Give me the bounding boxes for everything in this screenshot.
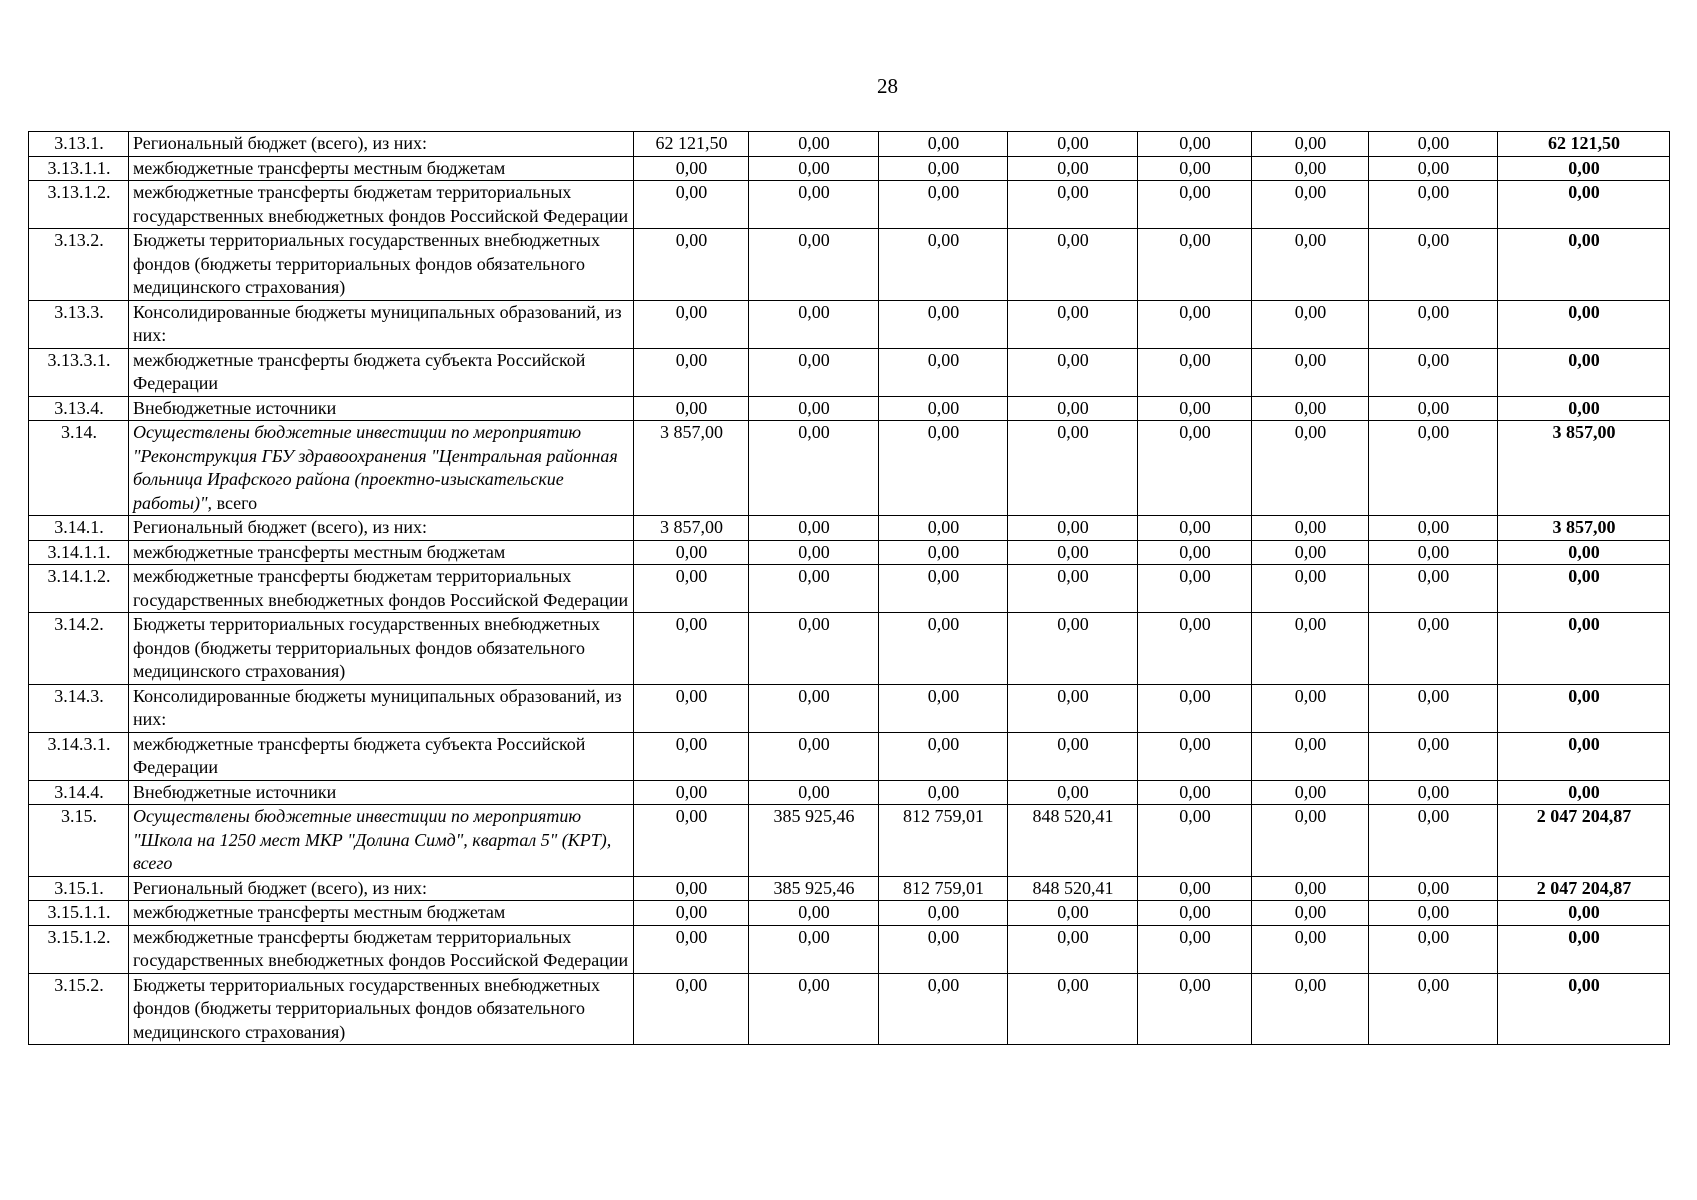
row-number: 3.14.1.2. xyxy=(29,565,129,613)
row-number: 3.14.1.1. xyxy=(29,540,129,565)
row-name xyxy=(129,613,634,685)
value-cell: 0,00 xyxy=(749,300,879,348)
value-cell: 0,00 xyxy=(1369,613,1498,685)
row-number: 3.14. xyxy=(29,421,129,516)
value-cell: 0,00 xyxy=(749,229,879,301)
value-cell: 0,00 xyxy=(1252,565,1369,613)
value-cell: 0,00 xyxy=(1008,540,1138,565)
value-cell: 0,00 xyxy=(634,181,749,229)
value-cell: 0,00 xyxy=(1138,925,1252,973)
value-cell: 0,00 xyxy=(749,516,879,541)
value-cell: 0,00 xyxy=(1369,229,1498,301)
value-cell: 0,00 xyxy=(749,396,879,421)
value-cell: 0,00 xyxy=(1252,348,1369,396)
value-cell: 0,00 xyxy=(1008,156,1138,181)
value-cell: 0,00 xyxy=(879,684,1008,732)
value-cell: 3 857,00 xyxy=(634,421,749,516)
row-name-text: межбюджетные трансферты местным бюджетам xyxy=(133,902,506,922)
value-cell: 62 121,50 xyxy=(634,132,749,157)
row-name xyxy=(129,805,634,877)
table-row xyxy=(29,396,1670,421)
row-name xyxy=(129,156,634,181)
value-cell: 0,00 xyxy=(1252,181,1369,229)
table-row xyxy=(29,925,1670,973)
table-row xyxy=(29,973,1670,1045)
value-cell: 0,00 xyxy=(749,901,879,926)
value-cell: 0,00 xyxy=(634,876,749,901)
value-cell: 0,00 xyxy=(1252,229,1369,301)
row-name xyxy=(129,300,634,348)
row-name xyxy=(129,229,634,301)
value-cell: 0,00 xyxy=(1252,805,1369,877)
page-number: 28 xyxy=(877,74,898,98)
value-cell: 0,00 xyxy=(1369,181,1498,229)
value-cell: 0,00 xyxy=(1369,732,1498,780)
total-cell: 0,00 xyxy=(1498,684,1670,732)
value-cell: 0,00 xyxy=(879,540,1008,565)
row-name xyxy=(129,973,634,1045)
value-cell: 0,00 xyxy=(634,156,749,181)
value-cell: 0,00 xyxy=(1008,300,1138,348)
value-cell: 0,00 xyxy=(1138,973,1252,1045)
value-cell: 0,00 xyxy=(1008,780,1138,805)
value-cell: 0,00 xyxy=(1138,156,1252,181)
value-cell: 0,00 xyxy=(879,613,1008,685)
value-cell: 0,00 xyxy=(1138,181,1252,229)
value-cell: 0,00 xyxy=(1369,300,1498,348)
value-cell: 0,00 xyxy=(1369,925,1498,973)
total-cell: 0,00 xyxy=(1498,732,1670,780)
total-cell: 2 047 204,87 xyxy=(1498,805,1670,877)
value-cell: 0,00 xyxy=(879,132,1008,157)
row-name-text: межбюджетные трансферты бюджетам территориальных государственных внебюджетных фондов Российской Федерации xyxy=(133,566,629,610)
row-name-text: Внебюджетные источники xyxy=(133,781,337,802)
row-number: 3.14.3. xyxy=(29,684,129,732)
total-cell: 0,00 xyxy=(1498,780,1670,805)
value-cell: 812 759,01 xyxy=(879,805,1008,877)
value-cell: 0,00 xyxy=(879,780,1008,805)
table-body xyxy=(29,132,1670,1045)
value-cell: 0,00 xyxy=(749,780,879,805)
value-cell: 0,00 xyxy=(1252,925,1369,973)
value-cell: 0,00 xyxy=(1369,684,1498,732)
value-cell: 0,00 xyxy=(634,540,749,565)
row-name xyxy=(129,925,634,973)
value-cell: 0,00 xyxy=(1252,876,1369,901)
row-number: 3.14.4. xyxy=(29,780,129,805)
row-name xyxy=(129,901,634,926)
row-number: 3.15.1.1. xyxy=(29,901,129,926)
value-cell: 848 520,41 xyxy=(1008,876,1138,901)
value-cell: 0,00 xyxy=(879,925,1008,973)
budget-table xyxy=(28,131,1670,1045)
value-cell: 0,00 xyxy=(1138,516,1252,541)
value-cell: 0,00 xyxy=(634,684,749,732)
value-cell: 0,00 xyxy=(1369,156,1498,181)
table-row xyxy=(29,565,1670,613)
value-cell: 848 520,41 xyxy=(1008,805,1138,877)
value-cell: 0,00 xyxy=(1008,396,1138,421)
row-number: 3.15.1.2. xyxy=(29,925,129,973)
value-cell: 0,00 xyxy=(879,421,1008,516)
value-cell: 0,00 xyxy=(1252,516,1369,541)
value-cell: 3 857,00 xyxy=(634,516,749,541)
value-cell: 0,00 xyxy=(1008,181,1138,229)
value-cell: 0,00 xyxy=(749,973,879,1045)
total-cell: 0,00 xyxy=(1498,181,1670,229)
value-cell: 0,00 xyxy=(1369,876,1498,901)
table-row xyxy=(29,516,1670,541)
row-name-text: Осуществлены бюджетные инвестиции по мероприятию "Реконструкция ГБУ здравоохранения "Центральная районная больница Ирафского района (проектно-изыскательские работы)", xyxy=(133,422,618,513)
row-number: 3.15.1. xyxy=(29,876,129,901)
value-cell: 0,00 xyxy=(1252,684,1369,732)
value-cell: 0,00 xyxy=(1369,396,1498,421)
row-name-text: Консолидированные бюджеты муниципальных образований, из них: xyxy=(133,301,622,345)
row-name-text: Консолидированные бюджеты муниципальных образований, из них: xyxy=(133,685,622,729)
value-cell: 0,00 xyxy=(749,565,879,613)
value-cell: 0,00 xyxy=(1252,132,1369,157)
row-number: 3.15.2. xyxy=(29,973,129,1045)
value-cell: 0,00 xyxy=(1369,516,1498,541)
row-name-text: межбюджетные трансферты бюджета субъекта Российской Федерации xyxy=(133,733,586,777)
total-cell: 3 857,00 xyxy=(1498,516,1670,541)
value-cell: 0,00 xyxy=(1008,132,1138,157)
row-number: 3.13.1.2. xyxy=(29,181,129,229)
total-cell: 0,00 xyxy=(1498,925,1670,973)
value-cell: 0,00 xyxy=(1252,300,1369,348)
value-cell: 0,00 xyxy=(1008,421,1138,516)
total-cell: 2 047 204,87 xyxy=(1498,876,1670,901)
table-row xyxy=(29,780,1670,805)
value-cell: 0,00 xyxy=(1369,421,1498,516)
row-name-text: Региональный бюджет (всего), из них: xyxy=(133,517,428,537)
value-cell: 0,00 xyxy=(1252,732,1369,780)
row-name-text: Бюджеты территориальных государственных внебюджетных фондов (бюджеты территориальных фондов обязательного медицинского страхования) xyxy=(133,230,600,297)
value-cell: 0,00 xyxy=(749,540,879,565)
value-cell: 0,00 xyxy=(1138,732,1252,780)
value-cell: 0,00 xyxy=(1008,516,1138,541)
total-cell: 0,00 xyxy=(1498,156,1670,181)
value-cell: 0,00 xyxy=(1008,901,1138,926)
value-cell: 0,00 xyxy=(634,613,749,685)
value-cell: 0,00 xyxy=(1138,132,1252,157)
value-cell: 0,00 xyxy=(1138,229,1252,301)
value-cell: 0,00 xyxy=(1369,348,1498,396)
row-name xyxy=(129,780,634,805)
value-cell: 0,00 xyxy=(1138,613,1252,685)
value-cell: 0,00 xyxy=(749,684,879,732)
value-cell: 0,00 xyxy=(1138,805,1252,877)
row-number: 3.13.2. xyxy=(29,229,129,301)
value-cell: 0,00 xyxy=(634,565,749,613)
value-cell: 0,00 xyxy=(749,348,879,396)
row-number: 3.13.1.1. xyxy=(29,156,129,181)
value-cell: 0,00 xyxy=(879,181,1008,229)
total-cell: 0,00 xyxy=(1498,396,1670,421)
value-cell: 0,00 xyxy=(1138,901,1252,926)
row-number: 3.15. xyxy=(29,805,129,877)
value-cell: 0,00 xyxy=(1369,973,1498,1045)
value-cell: 0,00 xyxy=(879,901,1008,926)
value-cell: 0,00 xyxy=(879,565,1008,613)
row-name xyxy=(129,132,634,157)
value-cell: 0,00 xyxy=(749,925,879,973)
row-name-text: межбюджетные трансферты бюджета субъекта Российской Федерации xyxy=(133,349,586,393)
value-cell: 0,00 xyxy=(1008,613,1138,685)
table-row xyxy=(29,421,1670,516)
row-name-tail: всего xyxy=(212,492,258,513)
value-cell: 0,00 xyxy=(879,973,1008,1045)
value-cell: 0,00 xyxy=(1008,348,1138,396)
row-name xyxy=(129,396,634,421)
value-cell: 385 925,46 xyxy=(749,805,879,877)
total-cell: 0,00 xyxy=(1498,565,1670,613)
value-cell: 0,00 xyxy=(634,732,749,780)
row-number: 3.13.3.1. xyxy=(29,348,129,396)
value-cell: 0,00 xyxy=(1008,973,1138,1045)
value-cell: 385 925,46 xyxy=(749,876,879,901)
value-cell: 0,00 xyxy=(1138,540,1252,565)
total-cell: 0,00 xyxy=(1498,300,1670,348)
value-cell: 0,00 xyxy=(749,732,879,780)
total-cell: 0,00 xyxy=(1498,613,1670,685)
value-cell: 0,00 xyxy=(1008,565,1138,613)
value-cell: 0,00 xyxy=(879,516,1008,541)
value-cell: 0,00 xyxy=(749,181,879,229)
table-row xyxy=(29,732,1670,780)
row-name-text: Осуществлены бюджетные инвестиции по мероприятию "Школа на 1250 мест МКР "Долина Симд", квартал 5" (КРТ), всего xyxy=(133,806,612,873)
table-row xyxy=(29,876,1670,901)
table-row xyxy=(29,684,1670,732)
value-cell: 0,00 xyxy=(1369,565,1498,613)
row-number: 3.13.3. xyxy=(29,300,129,348)
value-cell: 0,00 xyxy=(749,613,879,685)
table-row xyxy=(29,181,1670,229)
value-cell: 0,00 xyxy=(1138,348,1252,396)
value-cell: 0,00 xyxy=(879,156,1008,181)
value-cell: 0,00 xyxy=(1252,156,1369,181)
row-name-text: Бюджеты территориальных государственных внебюджетных фондов (бюджеты территориальных фондов обязательного медицинского страхования) xyxy=(133,614,600,681)
value-cell: 0,00 xyxy=(634,805,749,877)
value-cell: 0,00 xyxy=(749,132,879,157)
value-cell: 0,00 xyxy=(1369,901,1498,926)
value-cell: 0,00 xyxy=(634,901,749,926)
value-cell: 0,00 xyxy=(634,229,749,301)
value-cell: 0,00 xyxy=(1252,540,1369,565)
row-name-text: Региональный бюджет (всего), из них: xyxy=(133,877,428,898)
value-cell: 0,00 xyxy=(1138,684,1252,732)
value-cell: 0,00 xyxy=(634,973,749,1045)
value-cell: 0,00 xyxy=(749,421,879,516)
row-name xyxy=(129,565,634,613)
row-name xyxy=(129,876,634,901)
row-name-text: межбюджетные трансферты бюджетам территориальных государственных внебюджетных фондов Российской Федерации xyxy=(133,926,629,970)
value-cell: 0,00 xyxy=(634,348,749,396)
value-cell: 0,00 xyxy=(634,300,749,348)
value-cell: 0,00 xyxy=(1369,805,1498,877)
value-cell: 0,00 xyxy=(879,732,1008,780)
row-name xyxy=(129,348,634,396)
value-cell: 0,00 xyxy=(1138,565,1252,613)
value-cell: 0,00 xyxy=(879,300,1008,348)
table-row xyxy=(29,540,1670,565)
value-cell: 0,00 xyxy=(879,348,1008,396)
total-cell: 0,00 xyxy=(1498,229,1670,301)
value-cell: 0,00 xyxy=(1252,421,1369,516)
value-cell: 0,00 xyxy=(1008,925,1138,973)
total-cell: 0,00 xyxy=(1498,540,1670,565)
value-cell: 0,00 xyxy=(1369,540,1498,565)
value-cell: 0,00 xyxy=(1252,973,1369,1045)
table-row xyxy=(29,156,1670,181)
value-cell: 0,00 xyxy=(1369,132,1498,157)
value-cell: 0,00 xyxy=(1008,229,1138,301)
value-cell: 0,00 xyxy=(1252,780,1369,805)
row-number: 3.14.1. xyxy=(29,516,129,541)
row-name xyxy=(129,516,634,541)
row-name-text: Внебюджетные источники xyxy=(133,397,337,418)
value-cell: 0,00 xyxy=(634,396,749,421)
total-cell: 62 121,50 xyxy=(1498,132,1670,157)
row-name-text: межбюджетные трансферты местным бюджетам xyxy=(133,541,506,562)
row-number: 3.14.2. xyxy=(29,613,129,685)
row-name xyxy=(129,540,634,565)
value-cell: 812 759,01 xyxy=(879,876,1008,901)
row-name xyxy=(129,181,634,229)
total-cell: 3 857,00 xyxy=(1498,421,1670,516)
total-cell: 0,00 xyxy=(1498,348,1670,396)
total-cell: 0,00 xyxy=(1498,973,1670,1045)
row-name xyxy=(129,684,634,732)
value-cell: 0,00 xyxy=(1252,396,1369,421)
value-cell: 0,00 xyxy=(749,156,879,181)
value-cell: 0,00 xyxy=(634,780,749,805)
table-row xyxy=(29,132,1670,157)
value-cell: 0,00 xyxy=(1252,901,1369,926)
value-cell: 0,00 xyxy=(1008,684,1138,732)
value-cell: 0,00 xyxy=(879,396,1008,421)
value-cell: 0,00 xyxy=(879,229,1008,301)
table-row xyxy=(29,613,1670,685)
table-row xyxy=(29,300,1670,348)
value-cell: 0,00 xyxy=(1138,300,1252,348)
value-cell: 0,00 xyxy=(634,925,749,973)
row-name-text: межбюджетные трансферты местным бюджетам xyxy=(133,157,506,178)
value-cell: 0,00 xyxy=(1138,396,1252,421)
value-cell: 0,00 xyxy=(1369,780,1498,805)
row-name-text: межбюджетные трансферты бюджетам территориальных государственных внебюджетных фондов Российской Федерации xyxy=(133,182,629,226)
row-number: 3.13.1. xyxy=(29,132,129,157)
value-cell: 0,00 xyxy=(1138,780,1252,805)
value-cell: 0,00 xyxy=(1138,421,1252,516)
row-name-text: Бюджеты территориальных государственных внебюджетных фондов (бюджеты территориальных фондов обязательного медицинского страхования) xyxy=(133,974,600,1042)
value-cell: 0,00 xyxy=(1008,732,1138,780)
table-row xyxy=(29,348,1670,396)
row-number: 3.14.3.1. xyxy=(29,732,129,780)
value-cell: 0,00 xyxy=(1252,613,1369,685)
value-cell: 0,00 xyxy=(1138,876,1252,901)
row-name xyxy=(129,421,634,516)
table-row xyxy=(29,229,1670,301)
row-number: 3.13.4. xyxy=(29,396,129,421)
total-cell: 0,00 xyxy=(1498,901,1670,926)
row-name-text: Региональный бюджет (всего), из них: xyxy=(133,133,428,153)
table-row xyxy=(29,901,1670,926)
table-row xyxy=(29,805,1670,877)
row-name xyxy=(129,732,634,780)
